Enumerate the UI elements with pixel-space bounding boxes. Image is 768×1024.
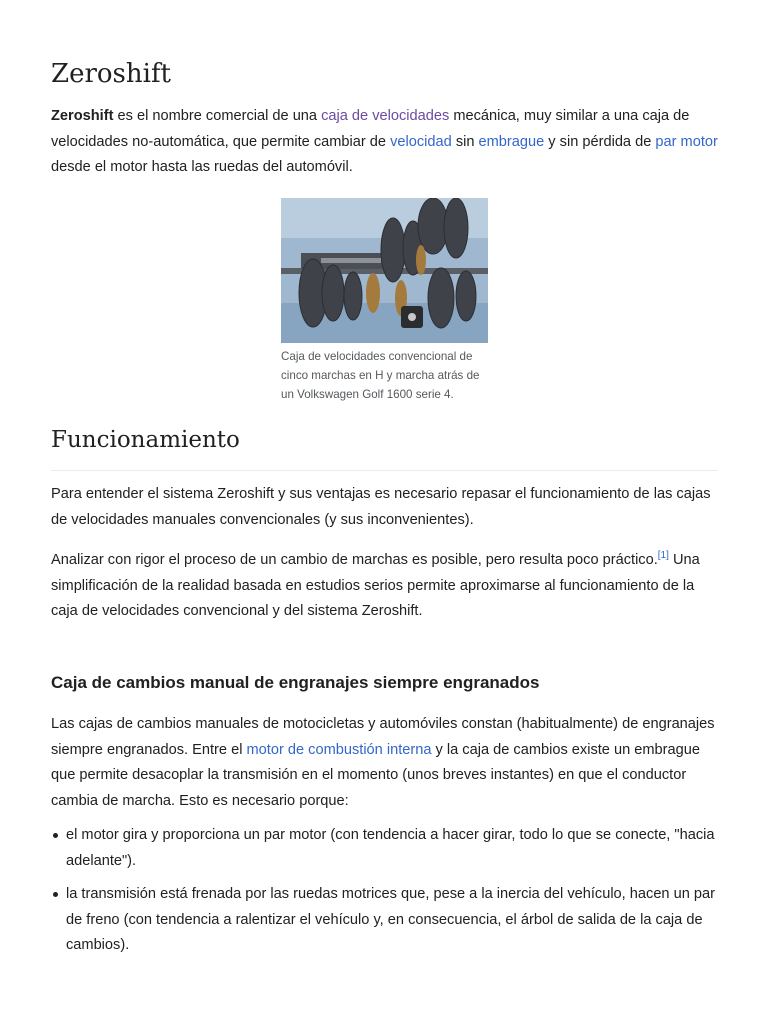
- link-embrague[interactable]: embrague: [478, 133, 545, 150]
- funcionamiento-paragraph-1: Para entender el sistema Zeroshift y sus ventajas es necesario repasar el funcionamiento de las cajas de velocidades manuales convencionales (y sus inconvenientes).: [51, 486, 711, 528]
- intro-bold-term: Zeroshift: [51, 108, 114, 124]
- list-item: la transmisión está frenada por las ruedas motrices que, pese a la inercia del vehículo, hacen un par de freno (con tendencia a ralentizar el vehículo y, en consecuencia, el árbol de salida de la caja de cambios).: [66, 882, 733, 959]
- subsection-paragraph: Las cajas de cambios manuales de motocicletas y automóviles constan (habitualmente) de engranajes siempre engranados. Entre el motor de combustión interna y la caja de cambios existe un embrague que permite desacoplar la transmisión en el momento (unos breves instantes) en que el conductor cambia de marcha. Esto es necesario porque:: [51, 716, 715, 809]
- gearbox-figure: [281, 198, 491, 404]
- gearbox-photo[interactable]: [281, 198, 488, 343]
- link-caja-de-velocidades[interactable]: caja de velocidades: [321, 108, 450, 124]
- section-divider: [51, 470, 718, 471]
- reference-1-link[interactable]: [1]: [657, 550, 669, 561]
- figure-caption: Caja de velocidades convencional de cinco marchas en H y marcha atrás de un Volkswagen Golf 1600 serie 4.: [281, 350, 480, 401]
- page-title: Zeroshift: [51, 59, 172, 89]
- link-velocidad[interactable]: velocidad: [390, 133, 452, 150]
- reasons-list: [51, 823, 733, 967]
- section-heading-funcionamiento: Funcionamiento: [51, 427, 240, 453]
- subsection-heading: Caja de cambios manual de engranajes siempre engranados: [51, 673, 540, 692]
- link-par-motor[interactable]: par motor: [655, 133, 718, 150]
- link-motor-de-combustion-interna[interactable]: motor de combustión interna: [246, 741, 432, 758]
- funcionamiento-paragraph-2: Analizar con rigor el proceso de un cambio de marchas es posible, pero resulta poco práctico.[1] Una simplificación de la realidad basada en estudios serios permite aproximarse al funcionamiento de la caja de velocidades convencional y del sistema Zeroshift.: [51, 550, 700, 619]
- list-item: el motor gira y proporciona un par motor (con tendencia a hacer girar, todo lo que se conecte, "hacia adelante").: [66, 823, 733, 874]
- intro-paragraph: Zeroshift es el nombre comercial de una caja de velocidades mecánica, muy similar a una caja de velocidades no-automática, que permite cambiar de velocidad sin embrague y sin pérdida de par motor desde el motor hasta las ruedas del automóvil.: [51, 108, 718, 175]
